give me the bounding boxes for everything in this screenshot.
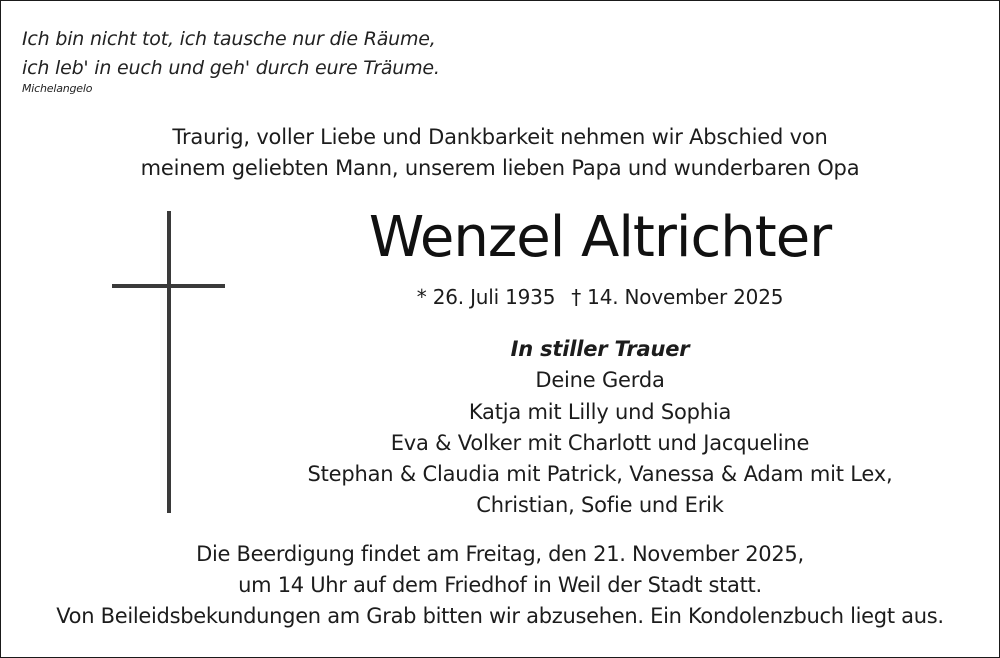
death-date: † 14. November 2025	[571, 285, 784, 309]
intro-line-2: meinem geliebten Mann, unserem lieben Papa und wunderbaren Opa	[140, 156, 860, 180]
birth-date: * 26. Juli 1935	[416, 285, 556, 309]
mourner-line: Katja mit Lilly und Sophia	[468, 399, 732, 424]
funeral-line-2: um 14 Uhr auf dem Friedhof in Weil der Stadt statt.	[238, 573, 762, 597]
mourner-line: Eva & Volker mit Charlott und Jacqueline	[390, 430, 810, 455]
mourner-line: Stephan & Claudia mit Patrick, Vanessa & Adam mit Lex,	[307, 462, 893, 487]
mourner-line: Christian, Sofie und Erik	[476, 493, 724, 518]
intro-line-1: Traurig, voller Liebe und Dankbarkeit nehmen wir Abschied von	[172, 125, 828, 149]
life-dates	[201, 283, 999, 311]
funeral-info	[1, 539, 999, 632]
funeral-line-3: Von Beileidsbekundungen am Grab bitten wir abzusehen. Ein Kondolenzbuch liegt aus.	[56, 604, 944, 628]
intro-text	[1, 122, 999, 184]
quote-block	[22, 25, 440, 96]
quote-line-1: Ich bin nicht tot, ich tausche nur die Räume,	[22, 28, 436, 50]
funeral-line-1: Die Beerdigung findet am Freitag, den 21. November 2025,	[196, 542, 804, 566]
deceased-name: Wenzel Altrichter	[368, 205, 832, 270]
cross-vertical-bar	[167, 211, 171, 513]
mourners-block	[201, 334, 999, 522]
quote-line-2: ich leb' in euch und geh' durch eure Träume.	[22, 57, 440, 79]
quote-author: Michelangelo	[22, 82, 93, 95]
mourner-line: Deine Gerda	[535, 368, 665, 393]
mourners-heading: In stiller Trauer	[510, 337, 690, 361]
